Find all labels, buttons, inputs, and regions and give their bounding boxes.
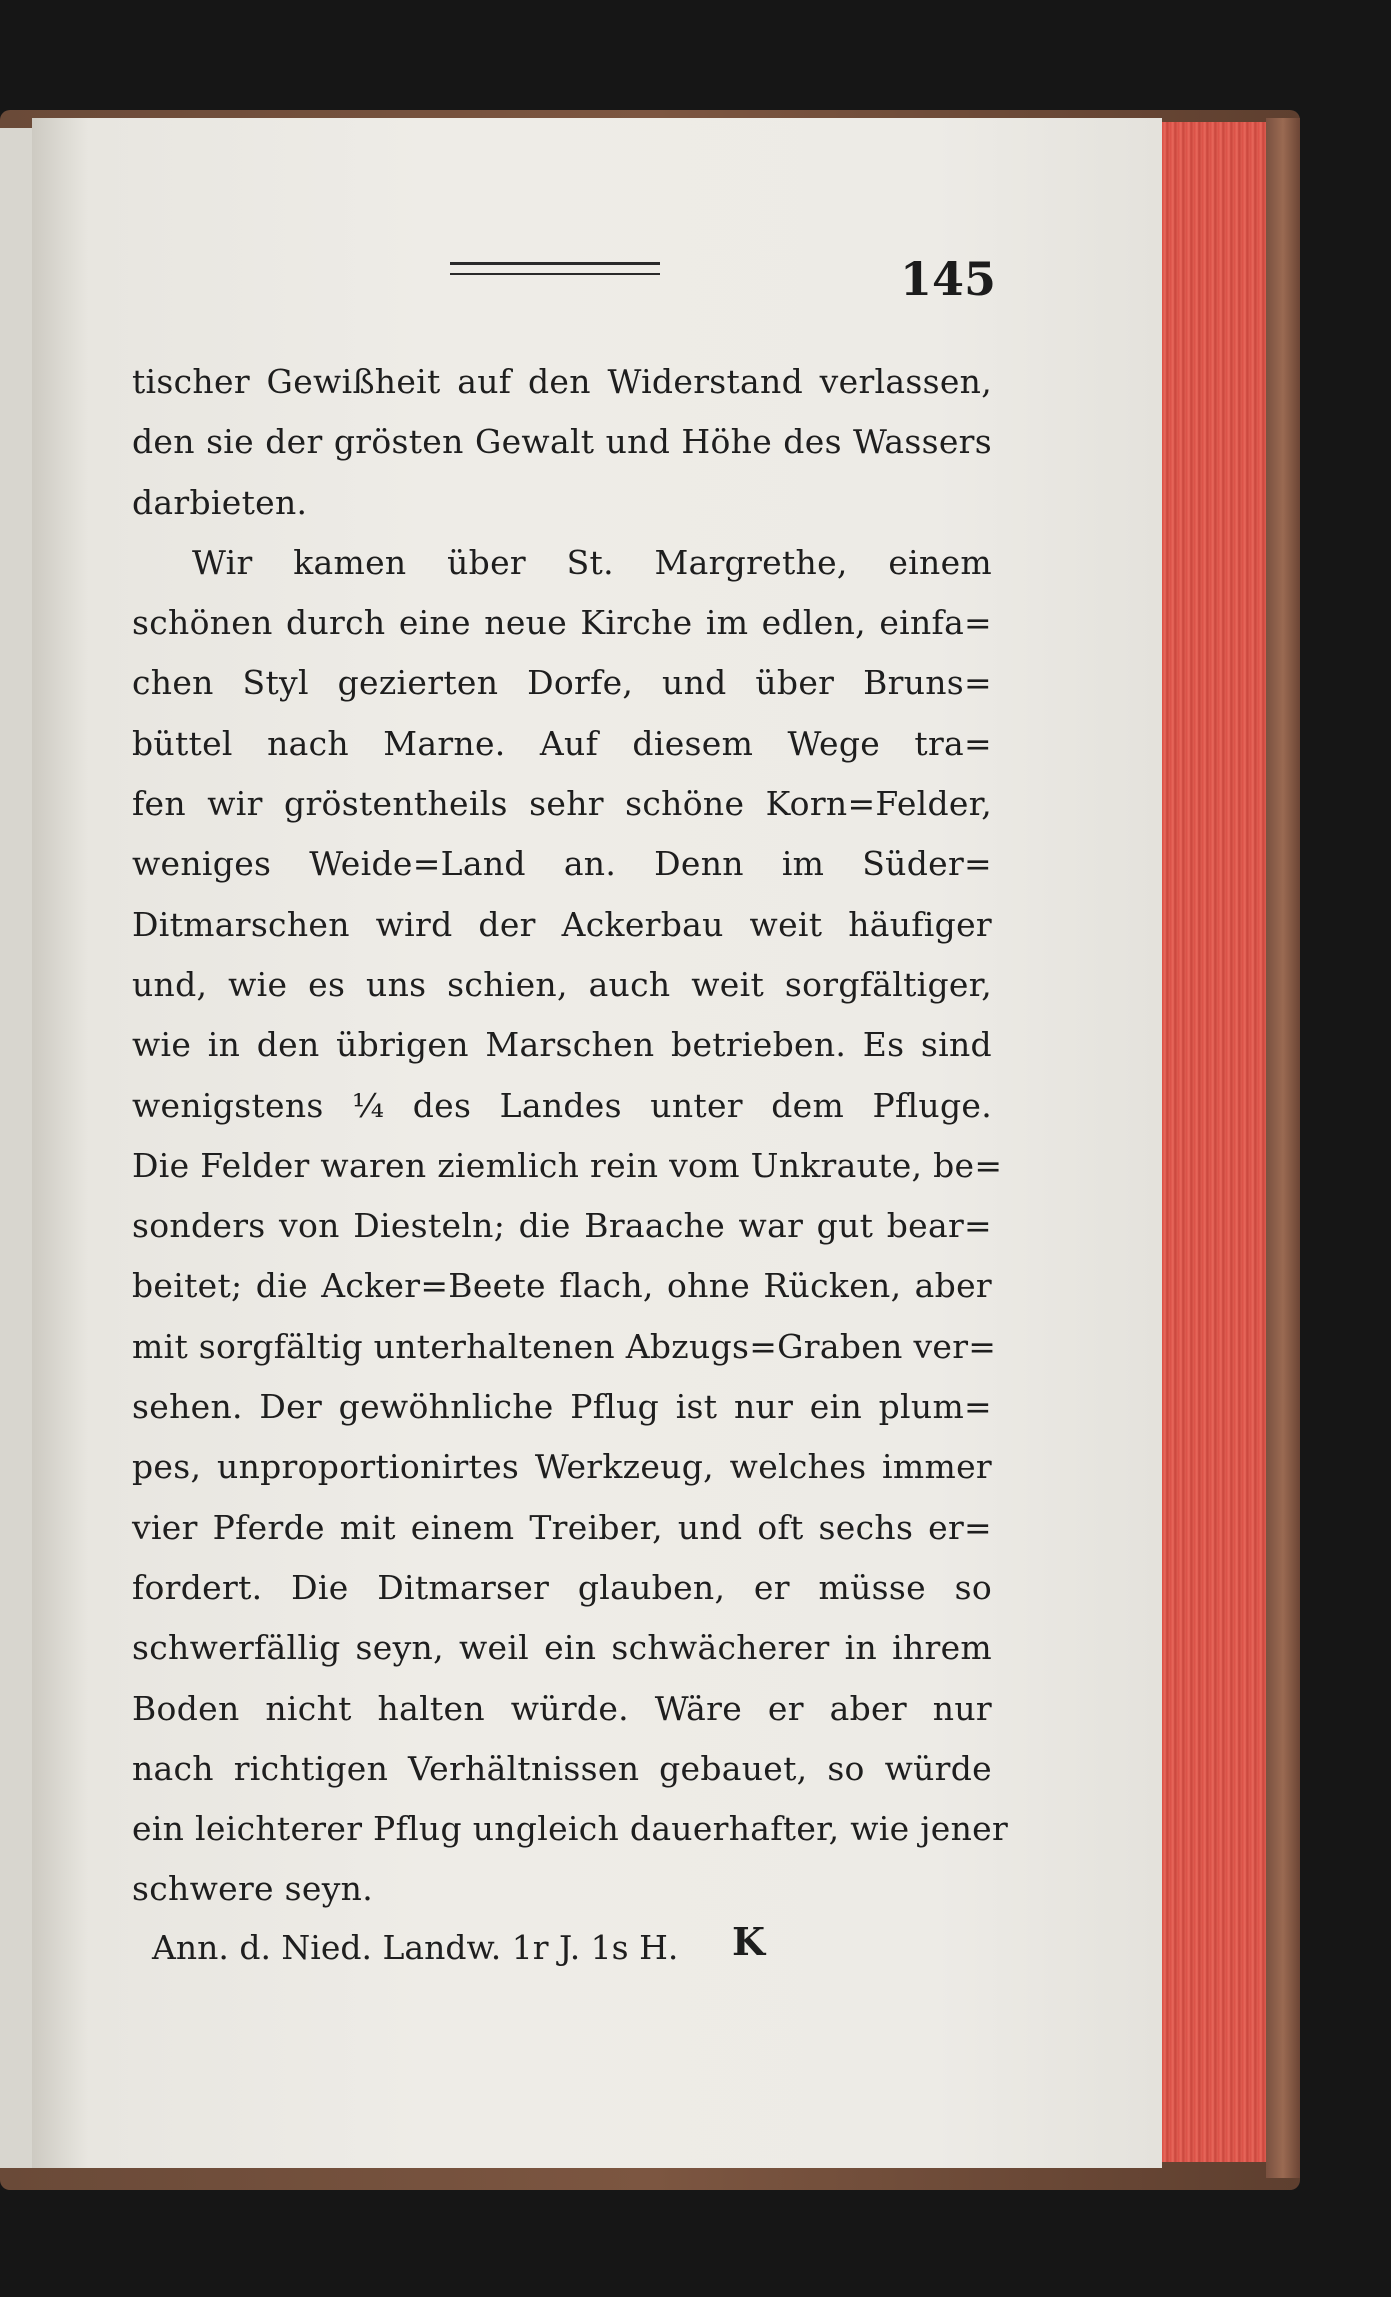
text-line: Wir kamen über St. Margrethe, einem (192, 542, 992, 582)
text-line: büttel nach Marne. Auf diesem Wege tra= (132, 723, 992, 763)
text-line: Die Felder waren ziemlich rein vom Unkraute, be= (132, 1145, 1003, 1185)
gathering-signature: K (732, 1919, 766, 1964)
text-line: schwere seyn. (132, 1869, 373, 1909)
text-line: nach richtigen Verhältnissen gebauet, so würde (132, 1748, 992, 1788)
text-line: ein leichterer Pflug ungleich dauerhafter, wie jener (132, 1809, 1009, 1849)
text-line: darbieten. (132, 482, 308, 522)
text-line: schwerfällig seyn, weil ein schwächerer in ihrem (132, 1628, 992, 1668)
header-rule (450, 262, 660, 275)
text-line: den sie der grösten Gewalt und Höhe des Wassers (132, 422, 992, 462)
page-fore-edge (1162, 122, 1266, 2162)
footer-signature-line: Ann. d. Nied. Landw. 1r J. 1s H. (152, 1928, 679, 1967)
text-line: und, wie es uns schien, auch weit sorgfältiger, (132, 964, 992, 1004)
text-line: tischer Gewißheit auf den Widerstand verlassen, (132, 362, 992, 401)
text-line: wenigstens ¼ des Landes unter dem Pfluge. (132, 1085, 992, 1125)
text-line: Boden nicht halten würde. Wäre er aber nur (132, 1688, 992, 1728)
cover-edge (1266, 118, 1300, 2178)
text-line: schönen durch eine neue Kirche im edlen, einfa= (132, 603, 992, 643)
body-text (132, 352, 1009, 1920)
text-line: beitet; die Acker=Beete flach, ohne Rücken, aber (132, 1266, 992, 1306)
text-line: weniges Weide=Land an. Denn im Süder= (132, 844, 992, 884)
text-line: chen Styl gezierten Dorfe, und über Bruns= (132, 663, 992, 703)
text-line: Ditmarschen wird der Ackerbau weit häufiger (132, 904, 992, 944)
text-line: fen wir gröstentheils sehr schöne Korn=Felder, (132, 784, 992, 824)
text-line: sehen. Der gewöhnliche Pflug ist nur ein plum= (132, 1387, 992, 1427)
text-line: fordert. Die Ditmarser glauben, er müsse so (132, 1567, 992, 1607)
text-line: vier Pferde mit einem Treiber, und oft sechs er= (132, 1507, 992, 1547)
text-line: sonders von Diesteln; die Braache war gut bear= (132, 1206, 992, 1246)
text-line: mit sorgfältig unterhaltenen Abzugs=Graben ver= (132, 1326, 997, 1366)
text-line: wie in den übrigen Marschen betrieben. Es sind (132, 1025, 992, 1065)
facing-page-edge (0, 128, 32, 2168)
page-number: 145 (900, 252, 997, 306)
text-line: pes, unproportionirtes Werkzeug, welches immer (132, 1447, 992, 1487)
